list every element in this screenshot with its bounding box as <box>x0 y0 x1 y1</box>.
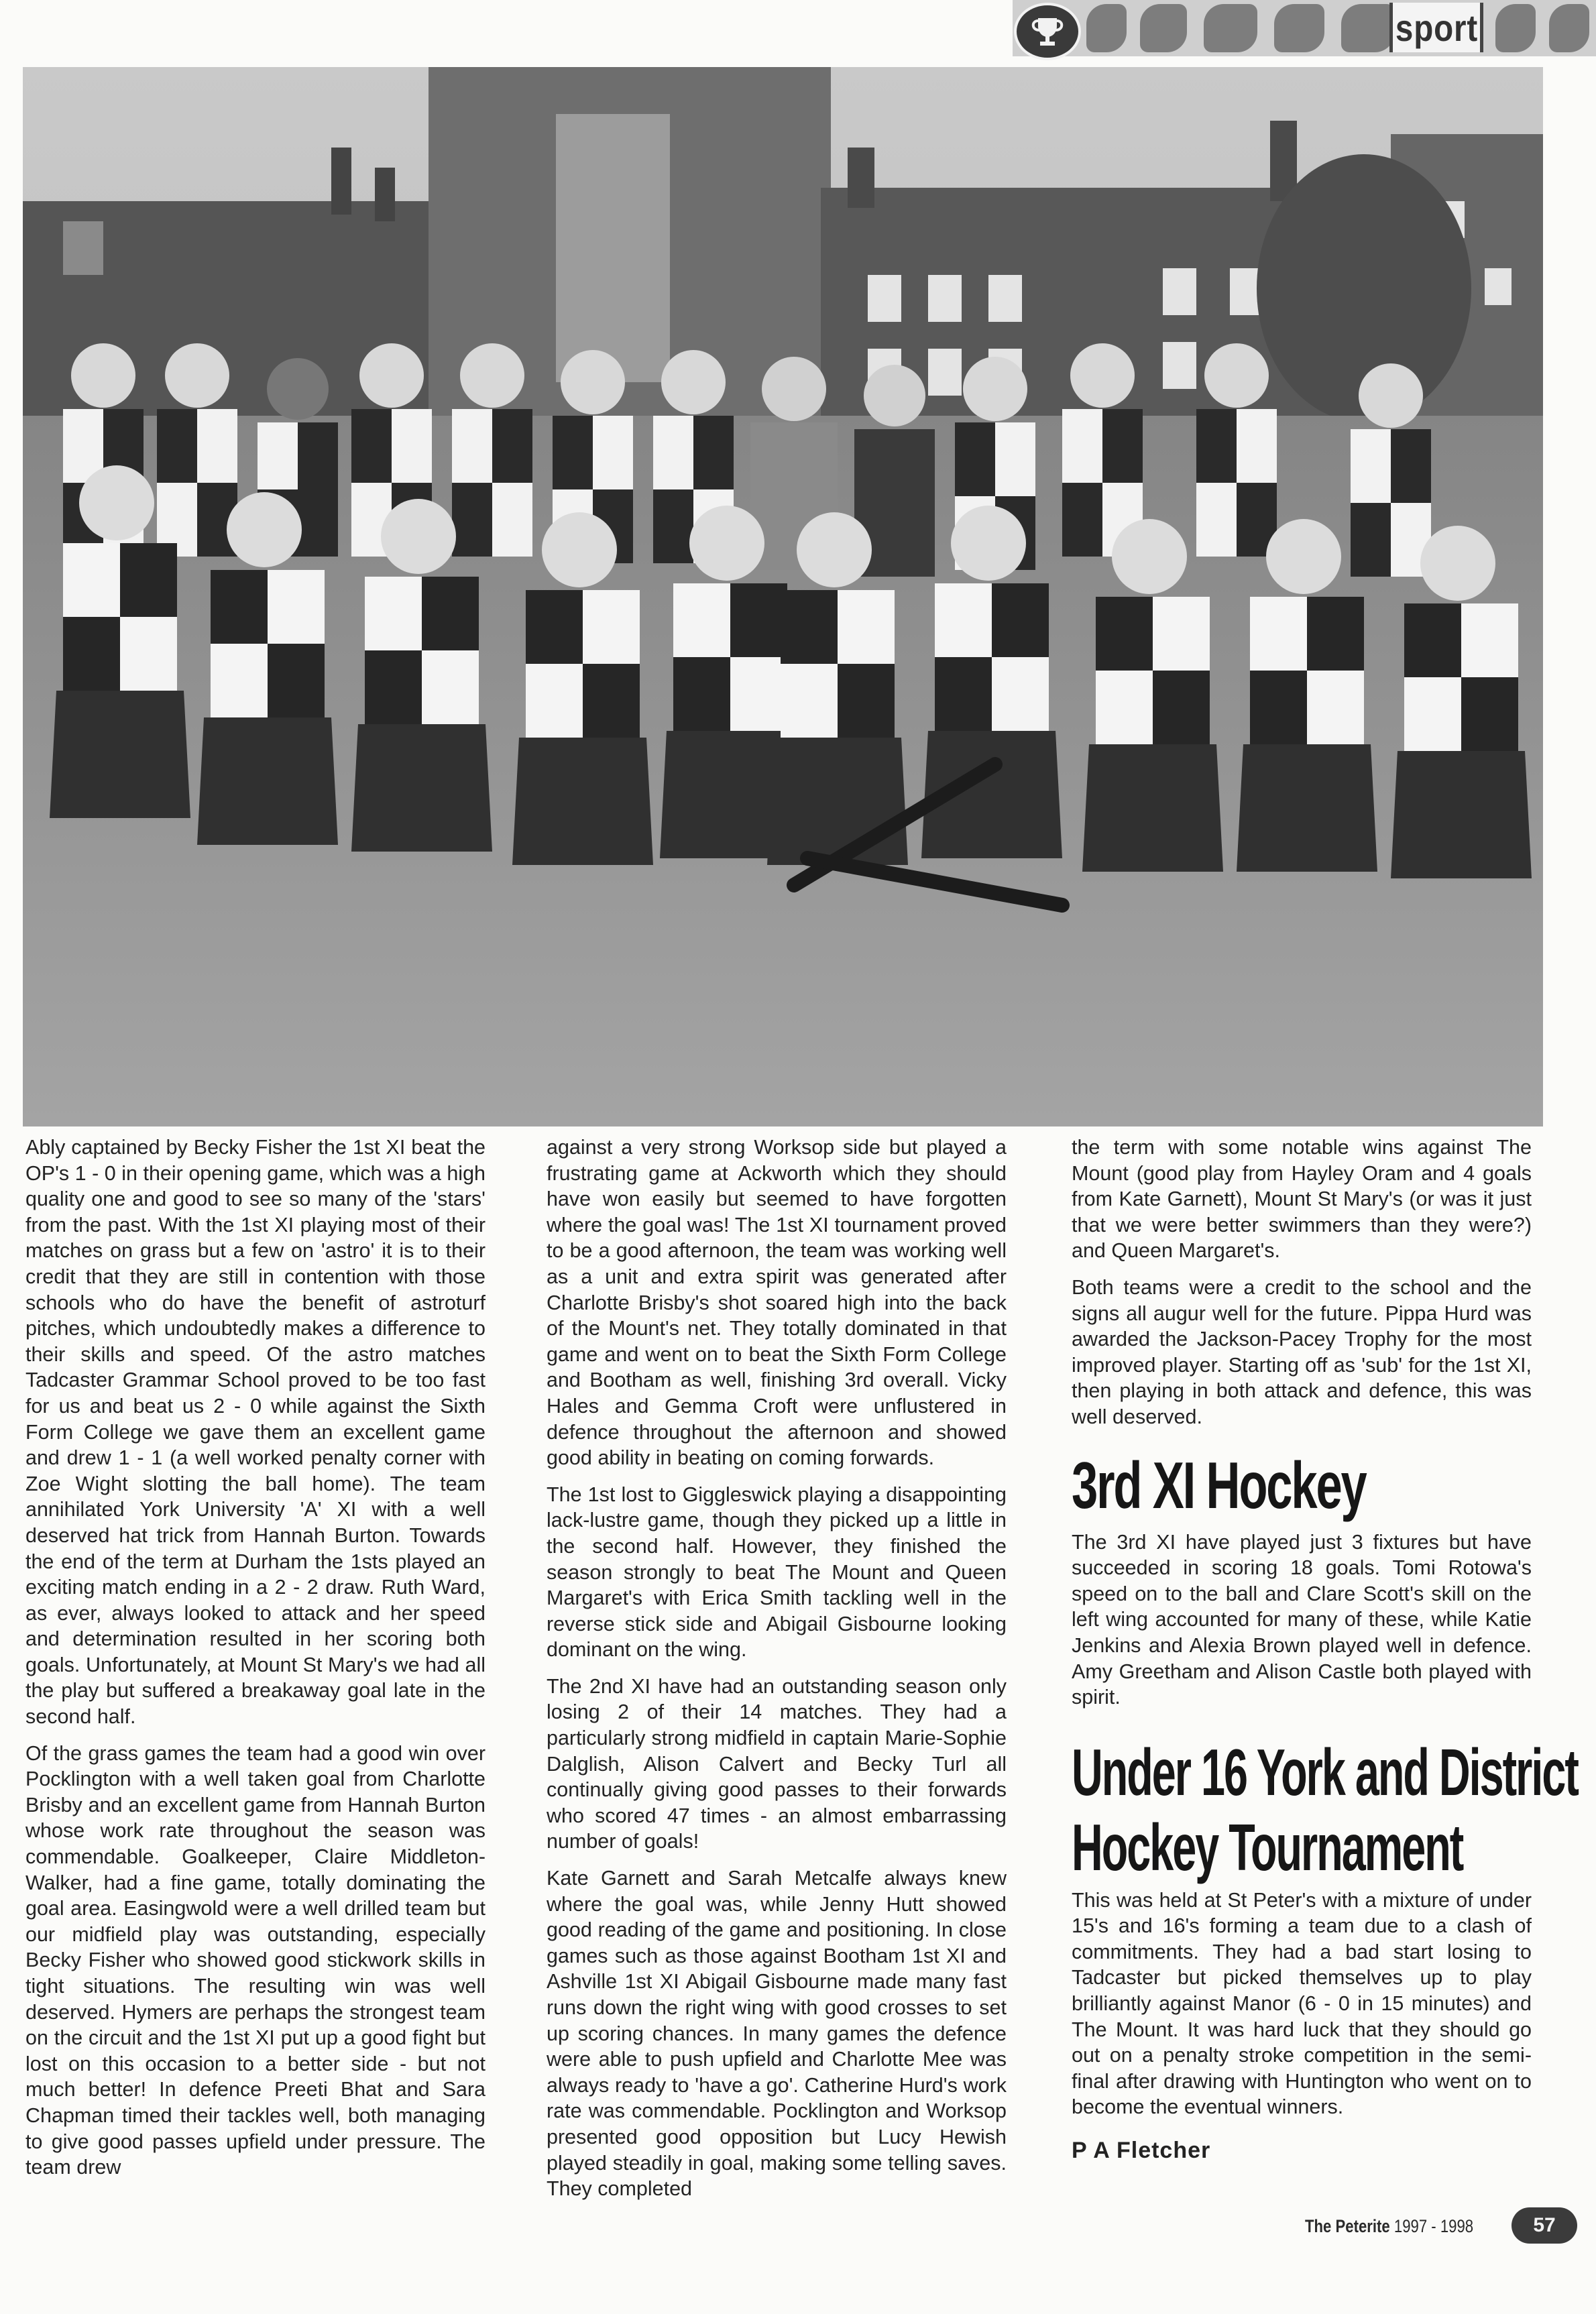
heading-line-1: Under 16 York and District <box>1072 1735 1578 1809</box>
paragraph: Of the grass games the team had a good win over Pocklington with a well taken goal from Charlotte Brisby and an excellent game from Hannah Burton whose work rate throughout the season was commendable. Goalkeeper, Claire Middleton-Walker, had a fine game, totally dominating the goal area. Easingwold were a well drilled team but our midfield play was outstanding, especially Becky Fisher who showed good stickwork skills in tight situations. The resulting win was well deserved. Hymers are perhaps the strongest team on the circuit and the 1st XI put up a good fight but lost on this occasion to a better side - but not much better! In defence Preeti Bhat and Sara Chapman timed their tackles well, both managing to give good passes upfield under pressure. The team drew <box>25 1741 486 2179</box>
section-label-box <box>1389 3 1483 52</box>
article-column-1 <box>25 1135 486 2191</box>
section-label: sport <box>1395 6 1478 49</box>
team-photo-illustration <box>23 67 1543 1126</box>
paragraph: the term with some notable wins against The Mount (good play from Hayley Oram and 4 goals from Kate Garnett), Mount St Mary's (or was it just that we were better swimmers than they were?) and Queen Margaret's. <box>1072 1136 1532 1263</box>
publication-footer <box>1305 2216 1473 2237</box>
team-photo <box>23 67 1543 1126</box>
paragraph: This was held at St Peter's with a mixture of under 15's and 16's forming a team due to a clash of commitments. They had a bad start losing to Tadcaster but picked themselves up to play brilliantly against Manor (6 - 0 in 15 minutes) and The Mount. It was hard luck that they should go out on a penalty stroke competition in the semi-final after drawing with Huntington who went on to become the eventual winners. <box>1072 1888 1532 2119</box>
paragraph: The 1st lost to Giggleswick playing a disappointing lack-lustre game, though they picked up a little in the second half. However, they finished the season strongly to beat The Mount and Queen Margaret's with Erica Smith tackling well in the reverse stick side and Abigail Gisbourne looking dominant on the wing. <box>547 1483 1007 1662</box>
trophy-icon <box>1014 3 1081 60</box>
publication-title: The Peterite <box>1305 2216 1390 2236</box>
section-heading-under-16 <box>1072 1735 1578 1885</box>
author-byline: P A Fletcher <box>1072 2138 1211 2164</box>
article-column-3 <box>1072 1135 1578 2164</box>
paragraph: against a very strong Worksop side but played a frustrating game at Ackworth which they should have won easily but seemed to have forgotten where the goal was! The 1st XI tournament proved to be a good afternoon, the team was working well as a unit and extra spirit was generated after Charlotte Brisby's shot soared high into the back of the Mount's net. They totally dominated in that game and went on to beat the Sixth Form College and Bootham as well, finishing 3rd overall. Vicky Hales and Gemma Croft were unflustered in defence throughout the afternoon and showed good ability in beating on coming forwards. <box>547 1136 1007 1470</box>
heading-line-2: Hockey Tournament <box>1072 1810 1463 1884</box>
section-heading-3rd-xi: 3rd XI Hockey <box>1072 1448 1366 1522</box>
sport-header-banner <box>1013 0 1596 56</box>
paragraph: Kate Garnett and Sarah Metcalfe always knew where the goal was, while Jenny Hutt showed good reading of the game and positioning. In close games such as those against Bootham 1st XI and Ashville 1st XI Abigail Gisbourne made many fast runs down the right wing with good crosses to set up scoring chances. In many games the defence were able to push upfield and Charlotte Mee was always ready to 'have a go'. Catherine Hurd's work rate was commendable. Pocklington and Worksop presented good opposition but Lucy Hewish played steadily in goal, making some telling saves. They completed <box>547 1867 1007 2201</box>
publication-years: 1997 - 1998 <box>1393 2216 1474 2236</box>
page-number: 57 <box>1512 2207 1577 2244</box>
paragraph: Ably captained by Becky Fisher the 1st XI beat the OP's 1 - 0 in their opening game, which was a high quality one and good to see so many of the 'stars' from the past. With the 1st XI playing most of their matches on grass but a few on 'astro' it is to their credit that they are still in contention with those schools who do have the benefit of astroturf pitches, which undoubtedly makes a difference to their skills and speed. Of the astro matches Tadcaster Grammar School proved to be too fast for us and beat us 2 - 0 while against the Sixth Form College we gave them an excellent game and drew 1 - 1 (a well worked penalty corner with Zoe Wight slotting the ball home). The team annihilated York University 'A' XI with a well deserved hat trick from Hannah Burton. Towards the end of the term at Durham the 1sts played an exciting match ending in a 2 - 2 draw. Ruth Ward, as ever, always looked to attack and her speed and determination resulted in her scoring both goals. Unfortunately, at Mount St Mary's we had all the play but suffered a breakaway goal late in the second half. <box>25 1136 486 1729</box>
paragraph: The 2nd XI have had an outstanding season only losing 2 of their 14 matches. They had a particularly strong midfield in captain Marie-Sophie Dalglish, Alison Calvert and Becky Turl all continually giving good passes to their forwards who scored 47 times - an almost embarrassing number of goals! <box>547 1674 1007 1853</box>
article-column-2 <box>547 1135 1007 2213</box>
paragraph: The 3rd XI have played just 3 fixtures but have succeeded in scoring 18 goals. Tomi Rotowa's speed on to the ball and Clare Scott's skill on the left wing accounted for many of these, while Katie Jenkins and Alexia Brown played well in defence. Amy Greetham and Alison Castle both played with spirit. <box>1072 1530 1532 1709</box>
paragraph: Both teams were a credit to the school and the signs all augur well for the future. Pippa Hurd was awarded the Jackson-Pacey Trophy for the most improved player. Starting off as 'sub' for the 1st XI, then playing in both attack and defence, this was well deserved. <box>1072 1275 1532 1428</box>
